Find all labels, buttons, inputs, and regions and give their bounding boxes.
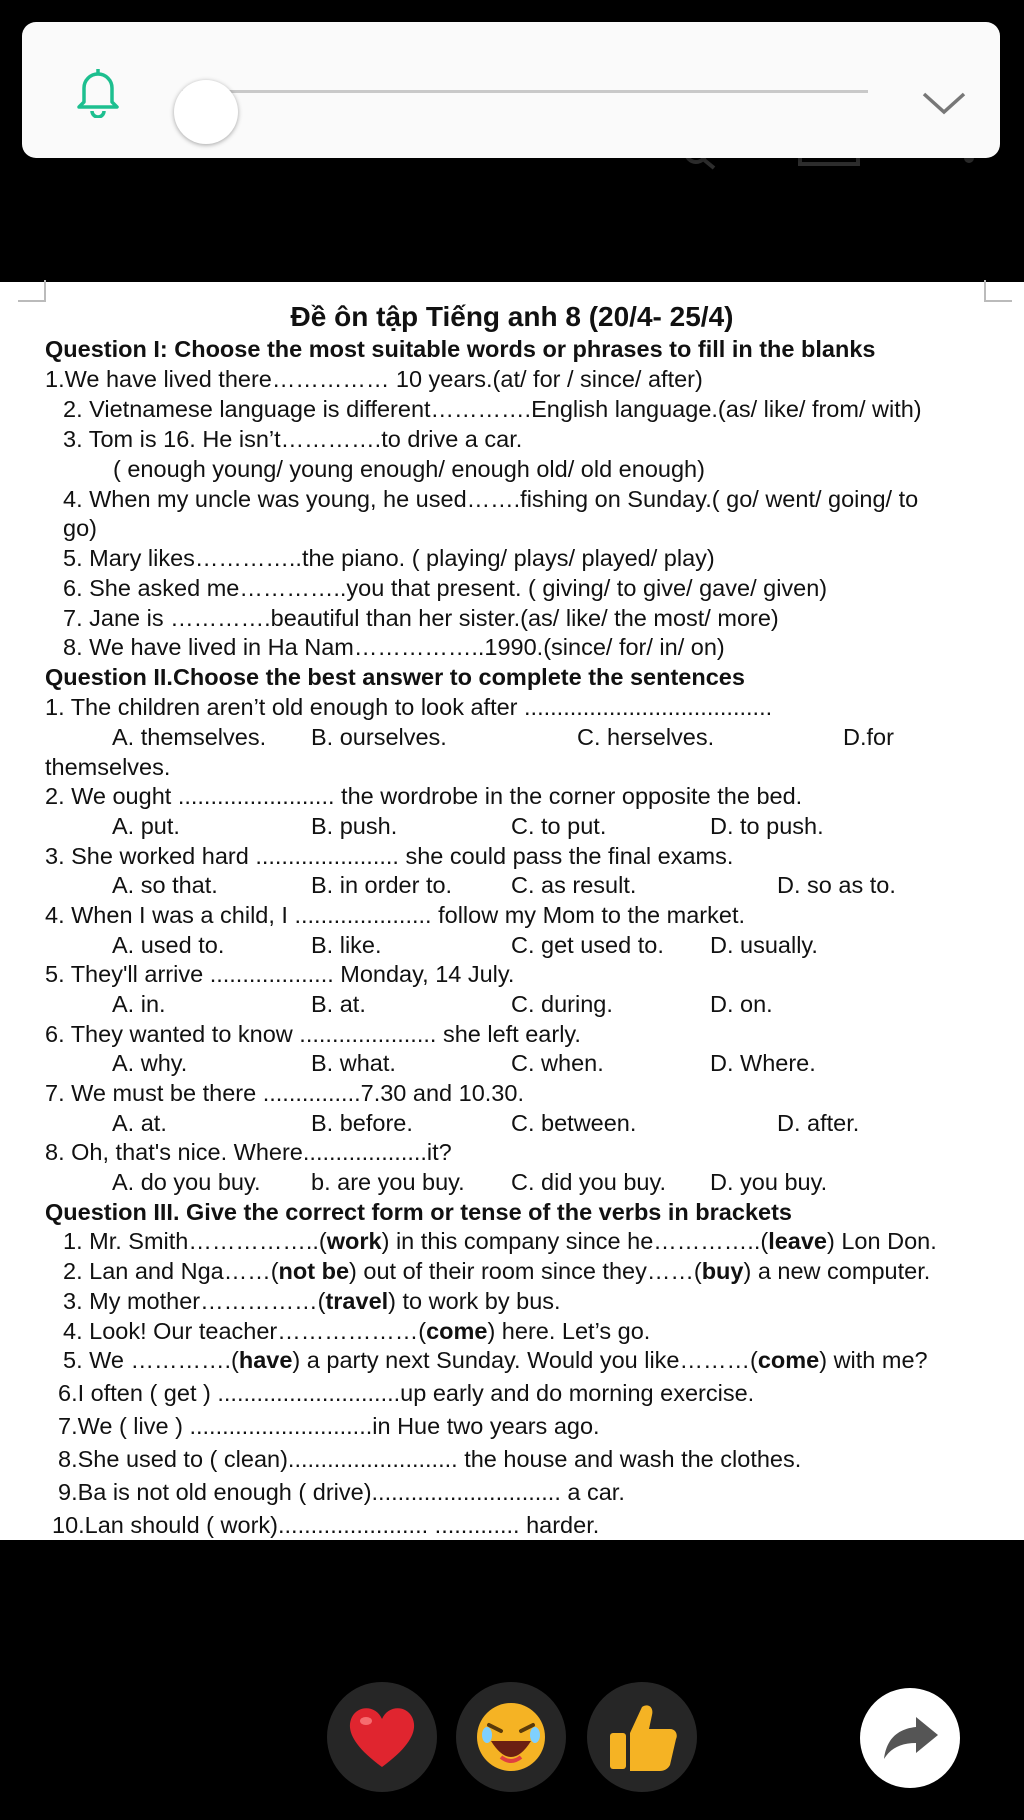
volume-slider-thumb[interactable] [174,80,238,144]
q3-item: 10.Lan should ( work)....................... ............. harder. [52,1512,600,1538]
thumbs-up-reaction-button[interactable] [587,1682,697,1792]
q3-item: 3. My mother……………(travel) to work by bus. [63,1288,561,1314]
chevron-down-icon[interactable] [920,88,968,118]
q3-item: 4. Look! Our teacher………………(come) here. Let’s go. [63,1318,651,1344]
q2-option: C. when. [511,1050,604,1076]
q2-option-continuation: themselves. [45,754,171,780]
q2-option: A. used to. [112,932,225,958]
q1-item: 7. Jane is ………….beautiful than her sister.(as/ like/ the most/ more) [63,605,779,631]
thumbs-up-icon [602,1697,682,1777]
q1-item: 1.We have lived there…………… 10 years.(at/ for / since/ after) [45,366,703,392]
q2-option: D. after. [777,1110,860,1136]
bell-icon[interactable] [70,62,126,118]
q2-option: B. ourselves. [311,724,447,750]
q2-option: D. usually. [710,932,818,958]
q2-option: D. you buy. [710,1169,828,1195]
q1-item: 2. Vietnamese language is different………….English language.(as/ like/ from/ with) [63,396,922,422]
q2-option: A. at. [112,1110,167,1136]
heart-reaction-button[interactable] [327,1682,437,1792]
question-1-heading: Question I: Choose the most suitable words or phrases to fill in the blanks [45,336,876,362]
q2-stem: 2. We ought ........................ the wordrobe in the corner opposite the bed. [45,783,803,809]
q2-option: A. in. [112,991,166,1017]
q2-option: A. do you buy. [112,1169,261,1195]
q2-option: A. themselves. [112,724,267,750]
q2-option: B. push. [311,813,398,839]
q2-stem: 8. Oh, that's nice. Where...................it? [45,1139,452,1165]
q2-option: C. did you buy. [511,1169,667,1195]
document-title: Đề ôn tập Tiếng anh 8 (20/4- 25/4) [290,301,734,332]
page-corner-mark [18,280,46,302]
q2-option: A. so that. [112,872,218,898]
q1-item: 6. She asked me…………..you that present. ( giving/ to give/ gave/ given) [63,575,828,601]
q2-option: A. put. [112,813,180,839]
share-arrow-icon [880,1713,940,1763]
q2-stem: 7. We must be there ...............7.30 and 10.30. [45,1080,524,1106]
q1-item-continuation: go) [63,515,97,541]
q2-option: D. on. [710,991,773,1017]
notification-volume-panel [22,22,1000,158]
q2-option: C. to put. [511,813,607,839]
q3-item: 9.Ba is not old enough ( drive)............................. a car. [58,1479,625,1505]
page-corner-mark [984,280,1012,302]
q3-item: 6.I often ( get ) ............................up early and do morning exercise. [58,1380,755,1406]
q2-option: D. Where. [710,1050,816,1076]
q2-stem: 6. They wanted to know ..................... she left early. [45,1021,581,1047]
share-button[interactable] [860,1688,960,1788]
q1-item: 5. Mary likes…………..the piano. ( playing/ plays/ played/ play) [63,545,715,571]
q2-option: C. as result. [511,872,637,898]
q2-stem: 4. When I was a child, I ..................... follow my Mom to the market. [45,902,745,928]
q3-item: 7.We ( live ) ............................in Hue two years ago. [58,1413,600,1439]
q2-option: C. herselves. [577,724,715,750]
q3-item: 1. Mr. Smith……………..(work) in this company since he…………..(leave) Lon Don. [63,1228,937,1254]
q2-option: B. like. [311,932,382,958]
q2-option: B. in order to. [311,872,453,898]
q1-item: 8. We have lived in Ha Nam……………..1990.(since/ for/ in/ on) [63,634,725,660]
q2-stem: 5. They'll arrive ................... Monday, 14 July. [45,961,515,987]
q2-option: B. before. [311,1110,413,1136]
q2-option: C. get used to. [511,932,664,958]
q2-stem: 3. She worked hard ...................... she could pass the final exams. [45,843,734,869]
volume-slider-track[interactable] [182,90,868,93]
laugh-reaction-button[interactable] [456,1682,566,1792]
q2-option: B. what. [311,1050,396,1076]
q2-option: D. to push. [710,813,824,839]
q2-option: D. so as to. [777,872,896,898]
laugh-emoji-icon [471,1697,551,1777]
q2-option: B. at. [311,991,366,1017]
q2-option: b. are you buy. [311,1169,465,1195]
q2-stem: 1. The children aren’t old enough to look after ...................................... [45,694,773,720]
q2-option: C. during. [511,991,613,1017]
q1-item-options: ( enough young/ young enough/ enough old/ old enough) [113,456,705,482]
question-3-heading: Question III. Give the correct form or tense of the verbs in brackets [45,1199,792,1225]
q3-item: 8.She used to ( clean).......................... the house and wash the clothes. [58,1446,802,1472]
question-2-heading: Question II.Choose the best answer to complete the sentences [45,664,745,690]
q2-option: C. between. [511,1110,637,1136]
q1-item: 4. When my uncle was young, he used…….fishing on Sunday.( go/ went/ going/ to [63,486,919,512]
q2-option: D.for [843,724,894,750]
q3-item: 5. We ………….(have) a party next Sunday. Would you like………(come) with me? [63,1347,928,1373]
q3-item: 2. Lan and Nga……(not be) out of their room since they……(buy) a new computer. [63,1258,931,1284]
heart-icon [342,1697,422,1777]
q2-option: A. why. [112,1050,188,1076]
q1-item: 3. Tom is 16. He isn’t………….to drive a car. [63,426,523,452]
